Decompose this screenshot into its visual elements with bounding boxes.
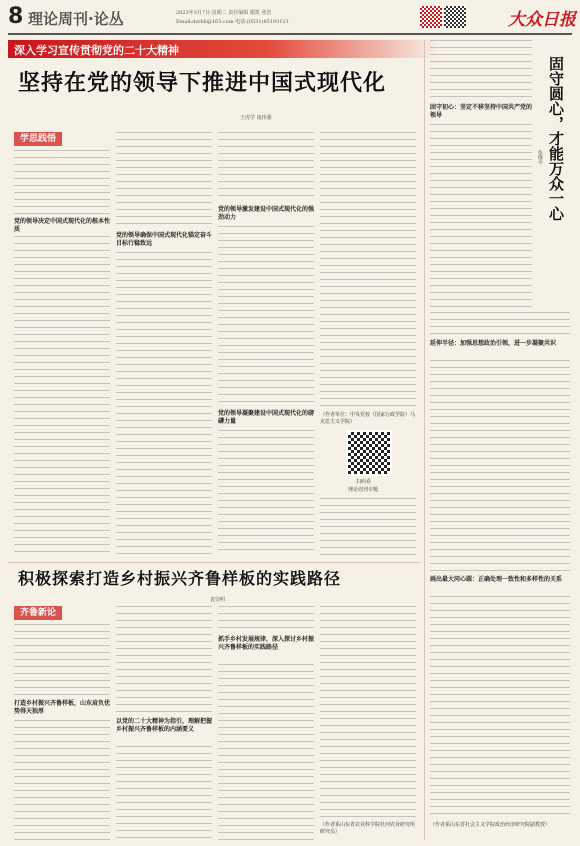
qr-icon — [420, 6, 442, 28]
article2-author-note: （作者系山东省农业科学院杜河农业研究所研究员） — [320, 822, 416, 835]
section-title: 理论周刊·论丛 — [28, 10, 124, 28]
qr-caption-1: 扫码看 — [356, 479, 372, 485]
article1-title: 坚持在党的领导下推进中国式现代化 — [18, 70, 387, 96]
article2-subhead-2: 以党的二十大精神为指引，理解把握乡村振兴齐鲁样板的内涵要义 — [116, 718, 213, 733]
article2-text-col3b — [218, 664, 314, 840]
header-rule — [8, 33, 572, 35]
sidebar-divider — [424, 40, 425, 840]
page-number: 8 — [8, 4, 24, 29]
article2-text-col2b — [116, 746, 212, 840]
sidebar-text-3 — [430, 596, 570, 818]
article1-subhead-3: 党的领导激发建设中国式现代化的强劲动力 — [218, 206, 315, 221]
article2-subhead-1: 打造乡村振兴齐鲁样板，山东肩负优势得天独厚 — [14, 700, 111, 715]
article2-text-col4 — [320, 606, 416, 818]
article1-byline: 王虎学 凌伟强 — [240, 115, 272, 121]
sidebar-subhead-1: 固守初心：坚定不移坚持中国共产党的领导 — [430, 104, 533, 119]
article1-text-col3 — [218, 132, 314, 202]
article-divider — [8, 562, 420, 563]
sidebar-byline: 张继平 — [537, 150, 543, 165]
article2-text-col2 — [116, 606, 212, 714]
sidebar-text-1b — [430, 312, 570, 336]
article2-text-col1 — [14, 624, 110, 696]
article1-subhead-1: 党的领导决定中国式现代化的根本性质 — [14, 218, 111, 233]
banner-text: 深入学习宣传贯彻党的二十大精神 — [14, 44, 179, 57]
qr-code[interactable] — [346, 430, 392, 476]
sidebar-subhead-2: 延伸半径：加强思想政治引领，进一步凝聚共识 — [430, 340, 557, 347]
article2-subhead-3: 抓手乡村发展规律，深入探讨乡村振兴齐鲁样板的实践路径 — [218, 636, 315, 651]
date-line: 2023年3月7日 星期二 责任编辑 谢凯 张浩 — [176, 10, 272, 16]
qr-caption-2: 理论周刊专题 — [348, 487, 379, 493]
article1-subhead-2: 党的领导确保中国式现代化锚定奋斗目标行稳致远 — [116, 232, 213, 247]
article2-section-tag: 齐鲁新论 — [14, 606, 62, 620]
sidebar-text-1 — [430, 124, 532, 308]
qr-icon — [444, 6, 466, 28]
sidebar-title: 固守圆心，才能万众一心 — [547, 56, 565, 221]
article1-text-col1 — [14, 150, 110, 214]
sidebar-text-2 — [430, 360, 570, 572]
article2-text-col3 — [218, 606, 314, 632]
article1-text-col2b — [116, 252, 212, 556]
article1-text-col3c — [218, 430, 314, 556]
article1-text-col4b — [320, 498, 416, 556]
article1-text-col2 — [116, 132, 212, 228]
sidebar-author-note: （作者系山东省社会主义学院政治经济研究院副教授） — [430, 822, 551, 828]
article2-text-col1b — [14, 720, 110, 840]
article1-subhead-4: 党的领导凝聚建设中国式现代化的磅礴力量 — [218, 410, 315, 425]
article2-title: 积极探索打造乡村振兴齐鲁样板的实践路径 — [18, 569, 342, 588]
article1-text-col3b — [218, 226, 314, 406]
email-line: Email:dzrbll@163.com 电话:(0531)85193121 — [176, 19, 289, 25]
sidebar-subhead-3: 画出最大同心圆：正确处理一致性和多样性的关系 — [430, 576, 563, 583]
article1-text-col4 — [320, 132, 416, 410]
sidebar-text-top — [430, 40, 532, 100]
article1-author-note: （作者单位：中央党校（国家行政学院）马克思主义学院） — [320, 412, 416, 425]
brand-logo: 大众日报 — [508, 10, 576, 30]
article1-text-col1b — [14, 236, 110, 556]
article2-byline: 袁崇明 — [210, 597, 226, 603]
article1-section-tag: 学思践悟 — [14, 132, 62, 146]
